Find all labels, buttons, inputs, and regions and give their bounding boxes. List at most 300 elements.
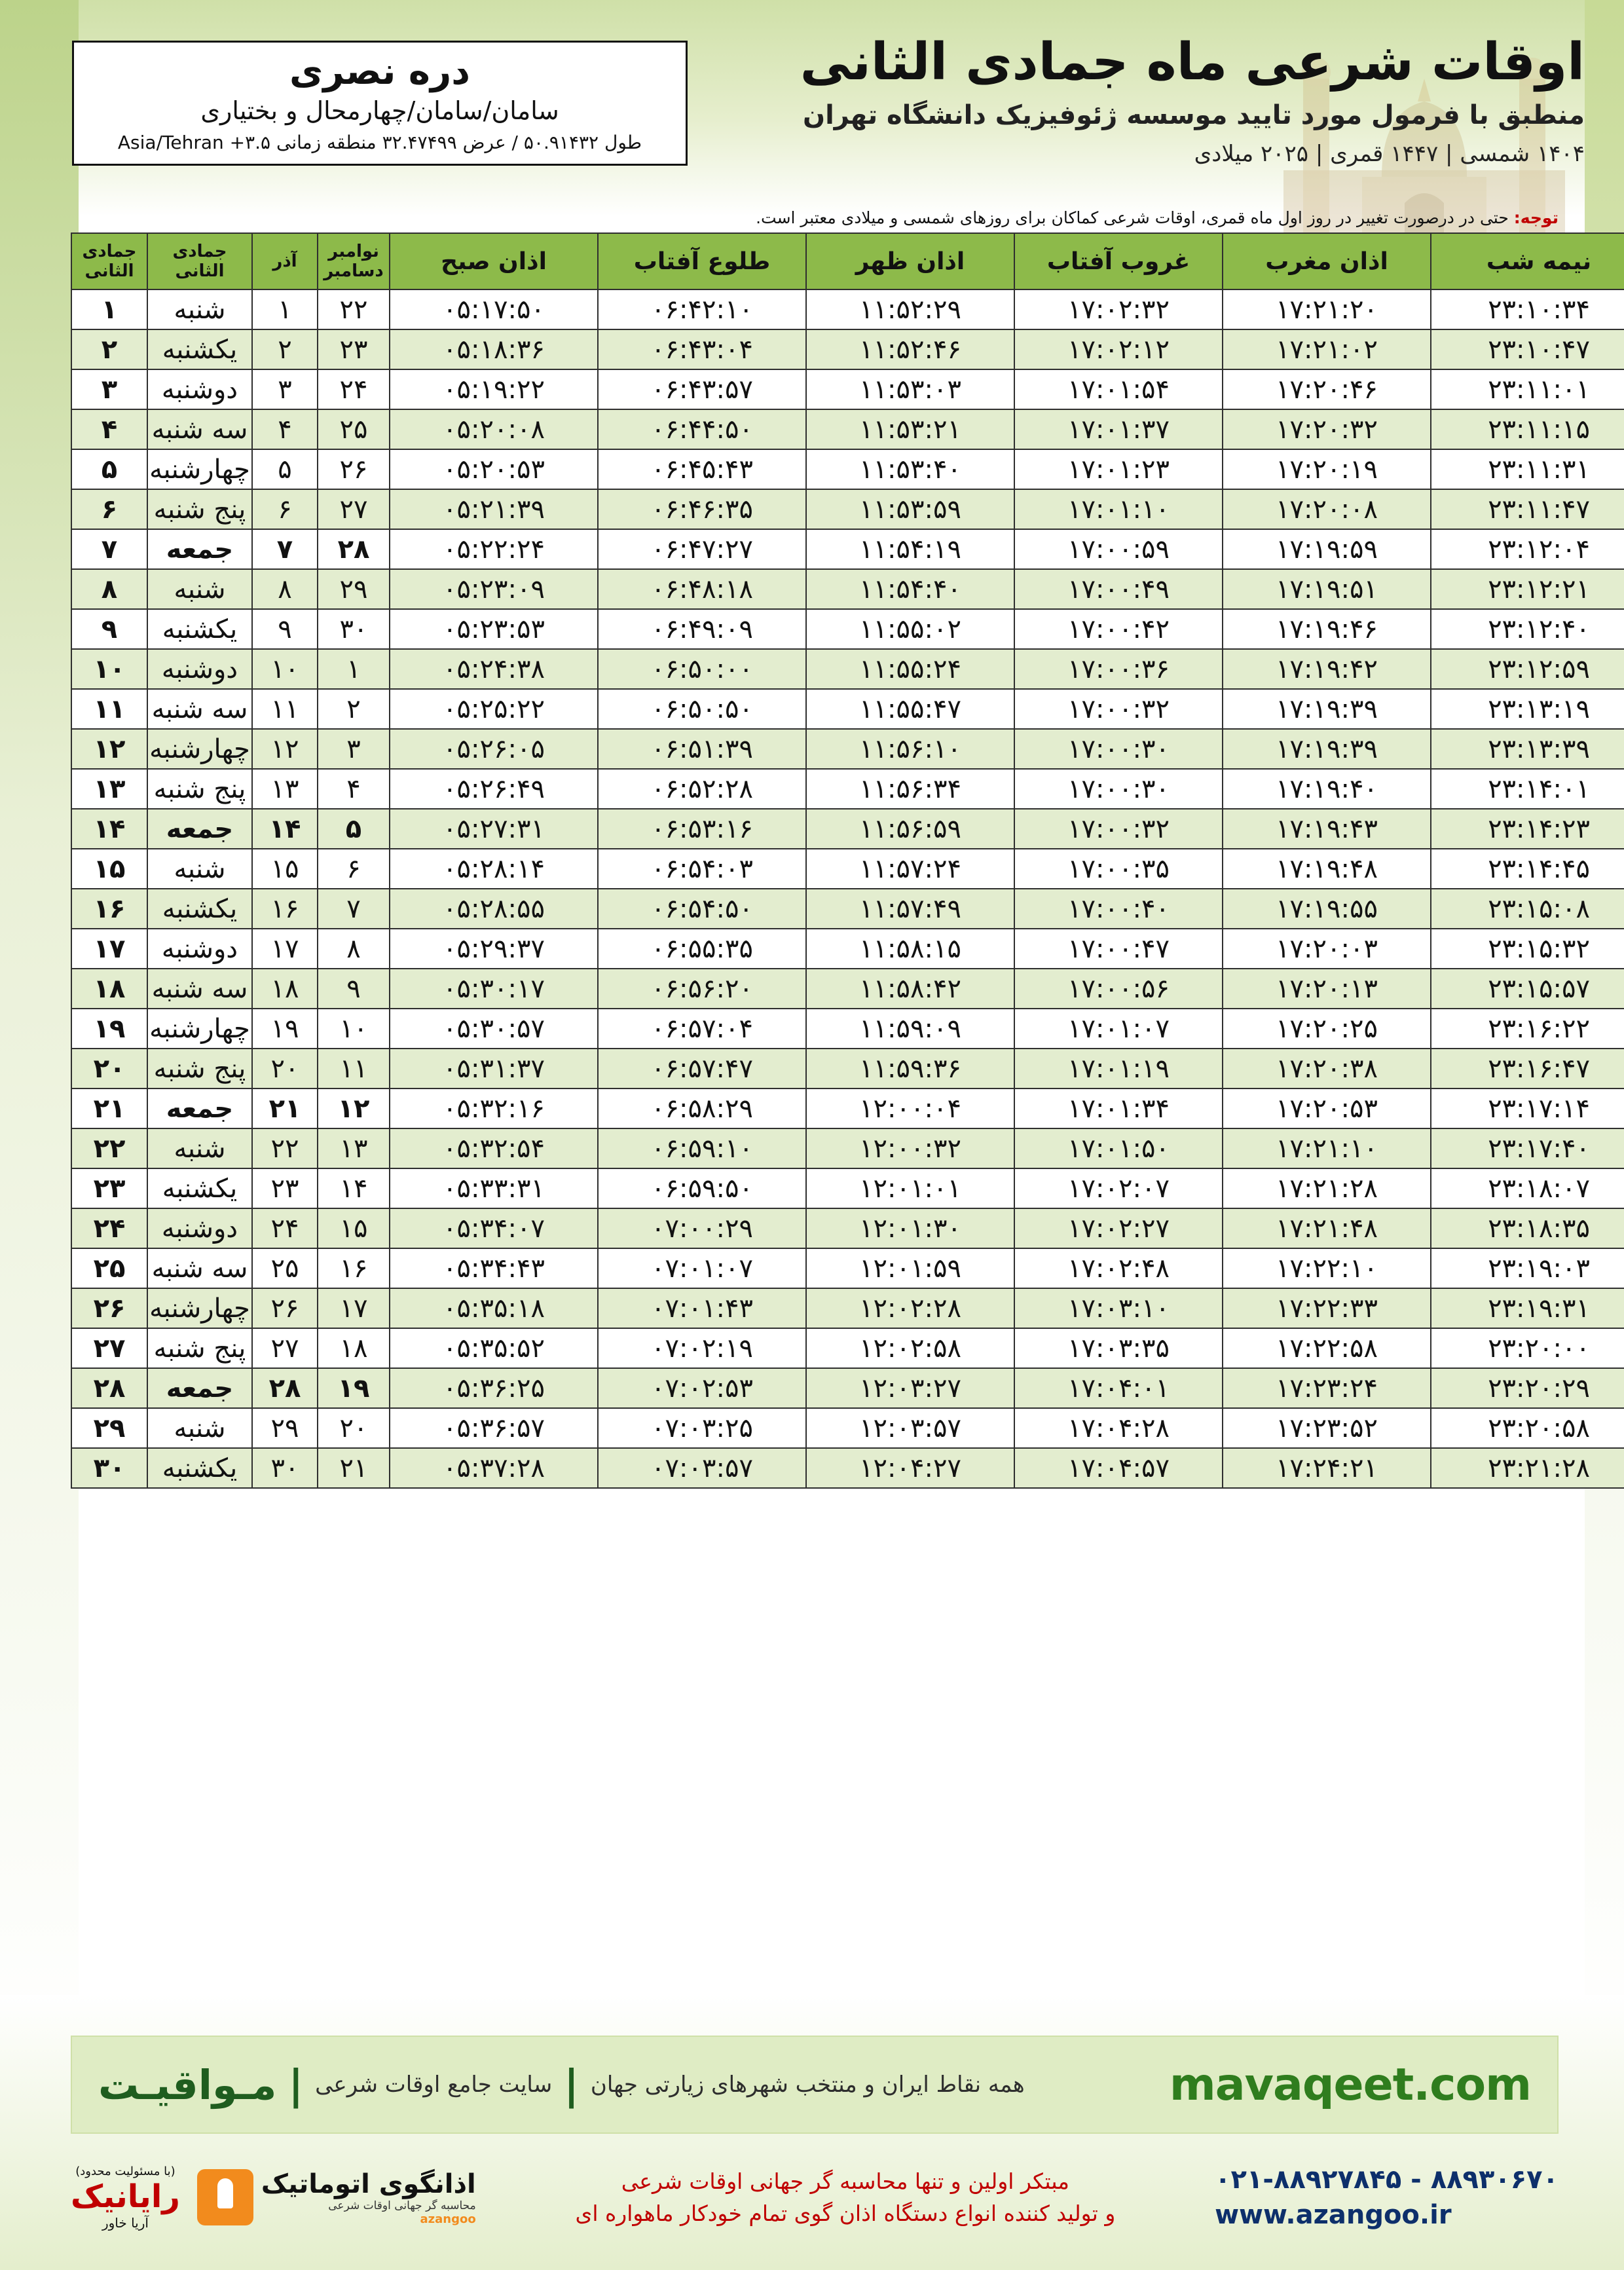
cell-dhuhr: ۱۱:۵۹:۳۶ bbox=[806, 1049, 1014, 1088]
table-row bbox=[71, 1088, 1624, 1128]
cell-midnight: ۲۳:۱۶:۴۷ bbox=[1431, 1049, 1624, 1088]
cell-gregorian: ۱۷ bbox=[318, 1288, 390, 1328]
cell-fajr: ۰۵:۲۰:۵۳ bbox=[390, 449, 598, 489]
cell-dhuhr: ۱۲:۰۲:۵۸ bbox=[806, 1328, 1014, 1368]
cell-solar: ۱۶ bbox=[252, 889, 318, 929]
table-row bbox=[71, 689, 1624, 729]
table-row bbox=[71, 1208, 1624, 1248]
cell-fajr: ۰۵:۳۰:۵۷ bbox=[390, 1009, 598, 1049]
table-row bbox=[71, 1168, 1624, 1208]
cell-maghrib: ۱۷:۲۰:۲۵ bbox=[1223, 1009, 1431, 1049]
cell-sunrise: ۰۶:۴۴:۵۰ bbox=[598, 409, 806, 449]
cell-weekday: جمعه bbox=[147, 1368, 252, 1408]
cell-fajr: ۰۵:۲۲:۲۴ bbox=[390, 529, 598, 569]
cell-hijri: ۲۷ bbox=[71, 1328, 147, 1368]
cell-solar: ۲۲ bbox=[252, 1128, 318, 1168]
page-header bbox=[602, 33, 1585, 167]
cell-hijri: ۱۲ bbox=[71, 729, 147, 769]
cell-maghrib: ۱۷:۱۹:۵۱ bbox=[1223, 569, 1431, 609]
footer-tagline-2: همه نقاط ایران و منتخب شهرهای زیارتی جهان bbox=[590, 2072, 1025, 2098]
azangoo-title: اذانگوی اتوماتیک bbox=[261, 2168, 476, 2199]
cell-midnight: ۲۳:۱۲:۲۱ bbox=[1431, 569, 1624, 609]
cell-dhuhr: ۱۲:۰۱:۳۰ bbox=[806, 1208, 1014, 1248]
cell-fajr: ۰۵:۲۶:۰۵ bbox=[390, 729, 598, 769]
cell-solar: ۲۵ bbox=[252, 1248, 318, 1288]
cell-maghrib: ۱۷:۲۰:۰۳ bbox=[1223, 929, 1431, 969]
cell-maghrib: ۱۷:۱۹:۴۲ bbox=[1223, 649, 1431, 689]
cell-gregorian: ۲۴ bbox=[318, 369, 390, 409]
cell-hijri: ۱۶ bbox=[71, 889, 147, 929]
page-title: اوقات شرعی ماه جمادی الثانی bbox=[800, 33, 1585, 92]
location-city: دره نصری bbox=[289, 50, 470, 93]
cell-dhuhr: ۱۲:۰۴:۲۷ bbox=[806, 1448, 1014, 1488]
cell-weekday: یکشنبه bbox=[147, 329, 252, 369]
cell-dhuhr: ۱۱:۵۵:۰۲ bbox=[806, 609, 1014, 649]
rayanic-main-text: رایانیک bbox=[71, 2178, 180, 2215]
cell-sunset: ۱۷:۰۰:۳۲ bbox=[1014, 689, 1223, 729]
mavaqeet-url[interactable]: mavaqeet.com bbox=[1169, 2058, 1531, 2111]
cell-fajr: ۰۵:۳۲:۵۴ bbox=[390, 1128, 598, 1168]
cell-sunset: ۱۷:۰۳:۳۵ bbox=[1014, 1328, 1223, 1368]
cell-maghrib: ۱۷:۲۱:۰۲ bbox=[1223, 329, 1431, 369]
cell-sunrise: ۰۶:۵۹:۱۰ bbox=[598, 1128, 806, 1168]
cell-weekday: پنج شنبه bbox=[147, 1049, 252, 1088]
cell-midnight: ۲۳:۱۶:۲۲ bbox=[1431, 1009, 1624, 1049]
table-row bbox=[71, 489, 1624, 529]
cell-dhuhr: ۱۲:۰۰:۳۲ bbox=[806, 1128, 1014, 1168]
cell-hijri: ۱۷ bbox=[71, 929, 147, 969]
cell-hijri: ۱۸ bbox=[71, 969, 147, 1009]
cell-weekday: چهارشنبه bbox=[147, 1288, 252, 1328]
table-row bbox=[71, 969, 1624, 1009]
cell-weekday: دوشنبه bbox=[147, 1208, 252, 1248]
table-row bbox=[71, 769, 1624, 809]
cell-maghrib: ۱۷:۱۹:۳۹ bbox=[1223, 729, 1431, 769]
cell-sunset: ۱۷:۰۰:۳۰ bbox=[1014, 769, 1223, 809]
cell-maghrib: ۱۷:۲۱:۲۰ bbox=[1223, 289, 1431, 329]
cell-solar: ۱۰ bbox=[252, 649, 318, 689]
cell-solar: ۴ bbox=[252, 409, 318, 449]
cell-fajr: ۰۵:۲۱:۳۹ bbox=[390, 489, 598, 529]
cell-hijri: ۲۳ bbox=[71, 1168, 147, 1208]
cell-sunset: ۱۷:۰۲:۱۲ bbox=[1014, 329, 1223, 369]
rayanic-top: (با مسئولیت محدود) bbox=[75, 2164, 175, 2178]
cell-fajr: ۰۵:۱۸:۳۶ bbox=[390, 329, 598, 369]
cell-sunset: ۱۷:۰۲:۳۲ bbox=[1014, 289, 1223, 329]
cell-sunset: ۱۷:۰۱:۵۰ bbox=[1014, 1128, 1223, 1168]
cell-sunrise: ۰۶:۵۱:۳۹ bbox=[598, 729, 806, 769]
cell-sunset: ۱۷:۰۱:۰۷ bbox=[1014, 1009, 1223, 1049]
cell-solar: ۳۰ bbox=[252, 1448, 318, 1488]
cell-midnight: ۲۳:۱۱:۱۵ bbox=[1431, 409, 1624, 449]
cell-sunset: ۱۷:۰۴:۲۸ bbox=[1014, 1408, 1223, 1448]
cell-fajr: ۰۵:۳۳:۳۱ bbox=[390, 1168, 598, 1208]
cell-midnight: ۲۳:۱۸:۰۷ bbox=[1431, 1168, 1624, 1208]
cell-sunrise: ۰۶:۵۸:۲۹ bbox=[598, 1088, 806, 1128]
cell-gregorian: ۳ bbox=[318, 729, 390, 769]
cell-sunrise: ۰۶:۵۷:۰۴ bbox=[598, 1009, 806, 1049]
cell-maghrib: ۱۷:۲۰:۳۸ bbox=[1223, 1049, 1431, 1088]
table-row bbox=[71, 1009, 1624, 1049]
table-row bbox=[71, 809, 1624, 849]
cell-dhuhr: ۱۱:۵۶:۱۰ bbox=[806, 729, 1014, 769]
cell-weekday: چهارشنبه bbox=[147, 729, 252, 769]
cell-gregorian: ۲۵ bbox=[318, 409, 390, 449]
cell-sunset: ۱۷:۰۳:۱۰ bbox=[1014, 1288, 1223, 1328]
th-maghrib: اذان مغرب bbox=[1223, 233, 1431, 289]
cell-weekday: سه شنبه bbox=[147, 1248, 252, 1288]
cell-hijri: ۲۶ bbox=[71, 1288, 147, 1328]
cell-gregorian: ۱۴ bbox=[318, 1168, 390, 1208]
cell-fajr: ۰۵:۱۹:۲۲ bbox=[390, 369, 598, 409]
cell-maghrib: ۱۷:۲۳:۵۲ bbox=[1223, 1408, 1431, 1448]
cell-dhuhr: ۱۱:۵۲:۲۹ bbox=[806, 289, 1014, 329]
cell-dhuhr: ۱۲:۰۳:۵۷ bbox=[806, 1408, 1014, 1448]
table-row bbox=[71, 1248, 1624, 1288]
cell-weekday: چهارشنبه bbox=[147, 1009, 252, 1049]
cell-fajr: ۰۵:۲۵:۲۲ bbox=[390, 689, 598, 729]
cell-midnight: ۲۳:۱۷:۱۴ bbox=[1431, 1088, 1624, 1128]
cell-solar: ۱۴ bbox=[252, 809, 318, 849]
cell-weekday: سه شنبه bbox=[147, 689, 252, 729]
cell-sunrise: ۰۷:۰۳:۵۷ bbox=[598, 1448, 806, 1488]
cell-fajr: ۰۵:۳۲:۱۶ bbox=[390, 1088, 598, 1128]
cell-midnight: ۲۳:۱۳:۱۹ bbox=[1431, 689, 1624, 729]
cell-midnight: ۲۳:۱۲:۵۹ bbox=[1431, 649, 1624, 689]
cell-midnight: ۲۳:۱۹:۰۳ bbox=[1431, 1248, 1624, 1288]
calendar-years: ۱۴۰۴ شمسی | ۱۴۴۷ قمری | ۲۰۲۵ میلادی bbox=[1194, 140, 1585, 167]
cell-sunrise: ۰۶:۵۷:۴۷ bbox=[598, 1049, 806, 1088]
cell-maghrib: ۱۷:۲۱:۲۸ bbox=[1223, 1168, 1431, 1208]
cell-gregorian: ۷ bbox=[318, 889, 390, 929]
cell-gregorian: ۱۸ bbox=[318, 1328, 390, 1368]
cell-gregorian: ۲۰ bbox=[318, 1408, 390, 1448]
cell-sunset: ۱۷:۰۰:۴۰ bbox=[1014, 889, 1223, 929]
cell-hijri: ۲۸ bbox=[71, 1368, 147, 1408]
cell-gregorian: ۱۰ bbox=[318, 1009, 390, 1049]
cell-maghrib: ۱۷:۱۹:۴۳ bbox=[1223, 809, 1431, 849]
cell-sunrise: ۰۶:۴۷:۲۷ bbox=[598, 529, 806, 569]
cell-midnight: ۲۳:۱۹:۳۱ bbox=[1431, 1288, 1624, 1328]
th-dhuhr: اذان ظهر bbox=[806, 233, 1014, 289]
cell-weekday: یکشنبه bbox=[147, 1168, 252, 1208]
cell-gregorian: ۶ bbox=[318, 849, 390, 889]
cell-gregorian: ۲۷ bbox=[318, 489, 390, 529]
table-body bbox=[71, 289, 1624, 1488]
cell-sunrise: ۰۷:۰۲:۵۳ bbox=[598, 1368, 806, 1408]
cell-weekday: سه شنبه bbox=[147, 409, 252, 449]
cell-solar: ۲۶ bbox=[252, 1288, 318, 1328]
rayanic-logo bbox=[71, 2165, 180, 2231]
cell-sunrise: ۰۶:۵۴:۰۳ bbox=[598, 849, 806, 889]
cell-midnight: ۲۳:۱۸:۳۵ bbox=[1431, 1208, 1624, 1248]
footer-separator-2: | bbox=[564, 2060, 579, 2109]
table-row bbox=[71, 449, 1624, 489]
cell-sunset: ۱۷:۰۰:۳۲ bbox=[1014, 809, 1223, 849]
cell-sunrise: ۰۶:۵۰:۰۰ bbox=[598, 649, 806, 689]
cell-midnight: ۲۳:۲۰:۰۰ bbox=[1431, 1328, 1624, 1368]
cell-solar: ۱۳ bbox=[252, 769, 318, 809]
cell-gregorian: ۱۱ bbox=[318, 1049, 390, 1088]
cell-midnight: ۲۳:۱۳:۳۹ bbox=[1431, 729, 1624, 769]
cell-sunrise: ۰۶:۵۶:۲۰ bbox=[598, 969, 806, 1009]
cell-sunrise: ۰۶:۵۵:۳۵ bbox=[598, 929, 806, 969]
cell-midnight: ۲۳:۱۵:۰۸ bbox=[1431, 889, 1624, 929]
cell-weekday: شنبه bbox=[147, 289, 252, 329]
cell-maghrib: ۱۷:۲۲:۳۳ bbox=[1223, 1288, 1431, 1328]
cell-sunset: ۱۷:۰۰:۵۹ bbox=[1014, 529, 1223, 569]
footer-website[interactable]: www.azangoo.ir bbox=[1215, 2200, 1452, 2230]
cell-maghrib: ۱۷:۱۹:۴۰ bbox=[1223, 769, 1431, 809]
cell-hijri: ۲۵ bbox=[71, 1248, 147, 1288]
cell-dhuhr: ۱۲:۰۱:۰۱ bbox=[806, 1168, 1014, 1208]
cell-hijri: ۲۲ bbox=[71, 1128, 147, 1168]
cell-hijri: ۶ bbox=[71, 489, 147, 529]
table-row bbox=[71, 729, 1624, 769]
cell-maghrib: ۱۷:۲۳:۲۴ bbox=[1223, 1368, 1431, 1408]
table-row bbox=[71, 889, 1624, 929]
table-row bbox=[71, 409, 1624, 449]
cell-hijri: ۲ bbox=[71, 329, 147, 369]
table-row bbox=[71, 929, 1624, 969]
cell-fajr: ۰۵:۳۴:۴۳ bbox=[390, 1248, 598, 1288]
table-row bbox=[71, 569, 1624, 609]
cell-maghrib: ۱۷:۲۴:۲۱ bbox=[1223, 1448, 1431, 1488]
th-sunset: غروب آفتاب bbox=[1014, 233, 1223, 289]
footer-tagline-1: سایت جامع اوقات شرعی bbox=[315, 2072, 553, 2098]
cell-dhuhr: ۱۱:۵۷:۴۹ bbox=[806, 889, 1014, 929]
note-text: حتی در درصورت تغییر در روز اول ماه قمری، اوقات شرعی کماکان برای روزهای شمسی و میلادی معتبر است. bbox=[756, 208, 1514, 227]
table-row bbox=[71, 1448, 1624, 1488]
cell-weekday: دوشنبه bbox=[147, 929, 252, 969]
cell-dhuhr: ۱۱:۵۷:۲۴ bbox=[806, 849, 1014, 889]
cell-solar: ۳ bbox=[252, 369, 318, 409]
cell-hijri: ۹ bbox=[71, 609, 147, 649]
cell-sunrise: ۰۶:۴۵:۴۳ bbox=[598, 449, 806, 489]
cell-gregorian: ۸ bbox=[318, 929, 390, 969]
table-row bbox=[71, 1408, 1624, 1448]
cell-gregorian: ۲۹ bbox=[318, 569, 390, 609]
cell-weekday: دوشنبه bbox=[147, 369, 252, 409]
cell-solar: ۱۸ bbox=[252, 969, 318, 1009]
cell-midnight: ۲۳:۱۱:۴۷ bbox=[1431, 489, 1624, 529]
cell-midnight: ۲۳:۱۵:۵۷ bbox=[1431, 969, 1624, 1009]
cell-hijri: ۱۳ bbox=[71, 769, 147, 809]
footer-contact-row bbox=[71, 2148, 1559, 2246]
cell-sunrise: ۰۶:۴۳:۵۷ bbox=[598, 369, 806, 409]
cell-maghrib: ۱۷:۱۹:۳۹ bbox=[1223, 689, 1431, 729]
cell-midnight: ۲۳:۱۱:۳۱ bbox=[1431, 449, 1624, 489]
cell-maghrib: ۱۷:۱۹:۴۸ bbox=[1223, 849, 1431, 889]
cell-solar: ۸ bbox=[252, 569, 318, 609]
table-row bbox=[71, 529, 1624, 569]
cell-hijri: ۱۰ bbox=[71, 649, 147, 689]
cell-sunrise: ۰۶:۴۶:۳۵ bbox=[598, 489, 806, 529]
cell-maghrib: ۱۷:۲۲:۱۰ bbox=[1223, 1248, 1431, 1288]
cell-dhuhr: ۱۱:۵۴:۴۰ bbox=[806, 569, 1014, 609]
cell-weekday: پنج شنبه bbox=[147, 489, 252, 529]
cell-solar: ۱۵ bbox=[252, 849, 318, 889]
th-midnight: نیمه شب bbox=[1431, 233, 1624, 289]
cell-hijri: ۱۹ bbox=[71, 1009, 147, 1049]
cell-hijri: ۱۵ bbox=[71, 849, 147, 889]
cell-gregorian: ۴ bbox=[318, 769, 390, 809]
cell-maghrib: ۱۷:۲۰:۱۹ bbox=[1223, 449, 1431, 489]
footer-separator-1: | bbox=[288, 2060, 304, 2109]
cell-dhuhr: ۱۱:۵۹:۰۹ bbox=[806, 1009, 1014, 1049]
cell-hijri: ۳ bbox=[71, 369, 147, 409]
cell-dhuhr: ۱۱:۵۸:۴۲ bbox=[806, 969, 1014, 1009]
cell-sunrise: ۰۶:۵۰:۵۰ bbox=[598, 689, 806, 729]
cell-maghrib: ۱۷:۲۰:۳۲ bbox=[1223, 409, 1431, 449]
cell-fajr: ۰۵:۳۰:۱۷ bbox=[390, 969, 598, 1009]
cell-dhuhr: ۱۱:۵۵:۴۷ bbox=[806, 689, 1014, 729]
cell-sunset: ۱۷:۰۱:۵۴ bbox=[1014, 369, 1223, 409]
cell-sunset: ۱۷:۰۴:۵۷ bbox=[1014, 1448, 1223, 1488]
cell-gregorian: ۱۳ bbox=[318, 1128, 390, 1168]
note-line bbox=[72, 208, 1559, 227]
cell-sunrise: ۰۶:۵۲:۲۸ bbox=[598, 769, 806, 809]
cell-fajr: ۰۵:۲۳:۰۹ bbox=[390, 569, 598, 609]
azangoo-subtitle: محاسبه گر جهانی اوقات شرعی bbox=[328, 2199, 476, 2212]
cell-fajr: ۰۵:۳۶:۲۵ bbox=[390, 1368, 598, 1408]
table-header-row bbox=[71, 233, 1624, 289]
table-row bbox=[71, 329, 1624, 369]
cell-solar: ۲ bbox=[252, 329, 318, 369]
location-box bbox=[72, 41, 688, 166]
cell-gregorian: ۵ bbox=[318, 809, 390, 849]
cell-dhuhr: ۱۲:۰۰:۰۴ bbox=[806, 1088, 1014, 1128]
cell-weekday: شنبه bbox=[147, 1408, 252, 1448]
cell-fajr: ۰۵:۲۴:۳۸ bbox=[390, 649, 598, 689]
cell-maghrib: ۱۷:۲۲:۵۸ bbox=[1223, 1328, 1431, 1368]
cell-dhuhr: ۱۱:۵۴:۱۹ bbox=[806, 529, 1014, 569]
cell-fajr: ۰۵:۳۴:۰۷ bbox=[390, 1208, 598, 1248]
cell-hijri: ۱۴ bbox=[71, 809, 147, 849]
cell-gregorian: ۲۲ bbox=[318, 289, 390, 329]
cell-solar: ۲۴ bbox=[252, 1208, 318, 1248]
cell-sunset: ۱۷:۰۲:۲۷ bbox=[1014, 1208, 1223, 1248]
cell-sunrise: ۰۶:۴۹:۰۹ bbox=[598, 609, 806, 649]
cell-midnight: ۲۳:۲۰:۵۸ bbox=[1431, 1408, 1624, 1448]
cell-gregorian: ۹ bbox=[318, 969, 390, 1009]
table-row bbox=[71, 1368, 1624, 1408]
cell-gregorian: ۱۵ bbox=[318, 1208, 390, 1248]
footer-phone: ۰۲۱-۸۸۹۲۷۸۴۵ - ۸۸۹۳۰۶۷۰ bbox=[1215, 2165, 1559, 2195]
cell-fajr: ۰۵:۲۰:۰۸ bbox=[390, 409, 598, 449]
table-row bbox=[71, 1328, 1624, 1368]
cell-dhuhr: ۱۱:۵۳:۲۱ bbox=[806, 409, 1014, 449]
cell-midnight: ۲۳:۱۴:۰۱ bbox=[1431, 769, 1624, 809]
cell-weekday: پنج شنبه bbox=[147, 769, 252, 809]
cell-solar: ۲۸ bbox=[252, 1368, 318, 1408]
cell-midnight: ۲۳:۱۱:۰۱ bbox=[1431, 369, 1624, 409]
rayanic-sub: آریا خاور bbox=[101, 2214, 149, 2231]
cell-weekday: پنج شنبه bbox=[147, 1328, 252, 1368]
footer-description-line1: مبتکر اولین و تنها محاسبه گر جهانی اوقات شرعی bbox=[621, 2168, 1069, 2194]
cell-fajr: ۰۵:۲۶:۴۹ bbox=[390, 769, 598, 809]
cell-maghrib: ۱۷:۱۹:۵۹ bbox=[1223, 529, 1431, 569]
cell-solar: ۲۰ bbox=[252, 1049, 318, 1088]
azangoo-latin: azangoo bbox=[420, 2212, 476, 2226]
cell-hijri: ۱ bbox=[71, 289, 147, 329]
cell-sunset: ۱۷:۰۲:۴۸ bbox=[1014, 1248, 1223, 1288]
cell-midnight: ۲۳:۱۵:۳۲ bbox=[1431, 929, 1624, 969]
cell-hijri: ۳۰ bbox=[71, 1448, 147, 1488]
table-row bbox=[71, 369, 1624, 409]
cell-sunrise: ۰۷:۰۰:۲۹ bbox=[598, 1208, 806, 1248]
cell-fajr: ۰۵:۳۶:۵۷ bbox=[390, 1408, 598, 1448]
cell-sunset: ۱۷:۰۱:۳۷ bbox=[1014, 409, 1223, 449]
cell-gregorian: ۱۹ bbox=[318, 1368, 390, 1408]
rayanic-main bbox=[71, 2178, 180, 2215]
cell-sunset: ۱۷:۰۰:۴۹ bbox=[1014, 569, 1223, 609]
left-decorative-strip bbox=[0, 0, 79, 2063]
th-fajr: اذان صبح bbox=[390, 233, 598, 289]
cell-fajr: ۰۵:۲۷:۳۱ bbox=[390, 809, 598, 849]
cell-fajr: ۰۵:۲۳:۵۳ bbox=[390, 609, 598, 649]
cell-sunset: ۱۷:۰۱:۳۴ bbox=[1014, 1088, 1223, 1128]
footer-description-line2: و تولید کننده انواع دستگاه اذان گوی تمام خودکار ماهواره ای bbox=[575, 2201, 1116, 2226]
cell-midnight: ۲۳:۱۷:۴۰ bbox=[1431, 1128, 1624, 1168]
cell-weekday: دوشنبه bbox=[147, 649, 252, 689]
cell-weekday: شنبه bbox=[147, 1128, 252, 1168]
cell-gregorian: ۳۰ bbox=[318, 609, 390, 649]
cell-weekday: جمعه bbox=[147, 809, 252, 849]
cell-hijri: ۲۴ bbox=[71, 1208, 147, 1248]
prayer-times-table bbox=[71, 233, 1624, 1489]
cell-dhuhr: ۱۱:۵۲:۴۶ bbox=[806, 329, 1014, 369]
cell-hijri: ۷ bbox=[71, 529, 147, 569]
table-row bbox=[71, 1128, 1624, 1168]
cell-dhuhr: ۱۱:۵۶:۵۹ bbox=[806, 809, 1014, 849]
cell-gregorian: ۲۳ bbox=[318, 329, 390, 369]
cell-sunset: ۱۷:۰۰:۵۶ bbox=[1014, 969, 1223, 1009]
cell-weekday: جمعه bbox=[147, 529, 252, 569]
cell-sunset: ۱۷:۰۰:۳۰ bbox=[1014, 729, 1223, 769]
cell-dhuhr: ۱۱:۵۵:۲۴ bbox=[806, 649, 1014, 689]
footer-contact bbox=[1215, 2165, 1559, 2230]
cell-solar: ۲۳ bbox=[252, 1168, 318, 1208]
location-coordinates: طول ۵۰.۹۱۴۳۲ / عرض ۳۲.۴۷۴۹۹ منطقه زمانی Asia/Tehran +۳.۵ bbox=[117, 131, 642, 153]
cell-maghrib: ۱۷:۲۰:۴۶ bbox=[1223, 369, 1431, 409]
cell-sunset: ۱۷:۰۴:۰۱ bbox=[1014, 1368, 1223, 1408]
cell-gregorian: ۲۱ bbox=[318, 1448, 390, 1488]
cell-fajr: ۰۵:۳۵:۵۲ bbox=[390, 1328, 598, 1368]
cell-dhuhr: ۱۱:۵۸:۱۵ bbox=[806, 929, 1014, 969]
table-row bbox=[71, 849, 1624, 889]
cell-sunrise: ۰۷:۰۱:۰۷ bbox=[598, 1248, 806, 1288]
page-subtitle: منطبق با فرمول مورد تایید موسسه ژئوفیزیک دانشگاه تهران bbox=[802, 100, 1585, 130]
cell-gregorian: ۲۶ bbox=[318, 449, 390, 489]
table-row bbox=[71, 1288, 1624, 1328]
cell-hijri: ۴ bbox=[71, 409, 147, 449]
cell-gregorian: ۱۲ bbox=[318, 1088, 390, 1128]
cell-maghrib: ۱۷:۱۹:۵۵ bbox=[1223, 889, 1431, 929]
cell-solar: ۱۱ bbox=[252, 689, 318, 729]
cell-weekday: شنبه bbox=[147, 569, 252, 609]
cell-solar: ۱۹ bbox=[252, 1009, 318, 1049]
cell-solar: ۲۷ bbox=[252, 1328, 318, 1368]
cell-weekday: سه شنبه bbox=[147, 969, 252, 1009]
cell-weekday: یکشنبه bbox=[147, 1448, 252, 1488]
cell-sunset: ۱۷:۰۰:۴۲ bbox=[1014, 609, 1223, 649]
cell-fajr: ۰۵:۲۸:۱۴ bbox=[390, 849, 598, 889]
th-gregorian-line2: دسامبر bbox=[323, 261, 384, 281]
cell-sunrise: ۰۶:۵۹:۵۰ bbox=[598, 1168, 806, 1208]
cell-dhuhr: ۱۱:۵۳:۰۳ bbox=[806, 369, 1014, 409]
cell-weekday: یکشنبه bbox=[147, 889, 252, 929]
